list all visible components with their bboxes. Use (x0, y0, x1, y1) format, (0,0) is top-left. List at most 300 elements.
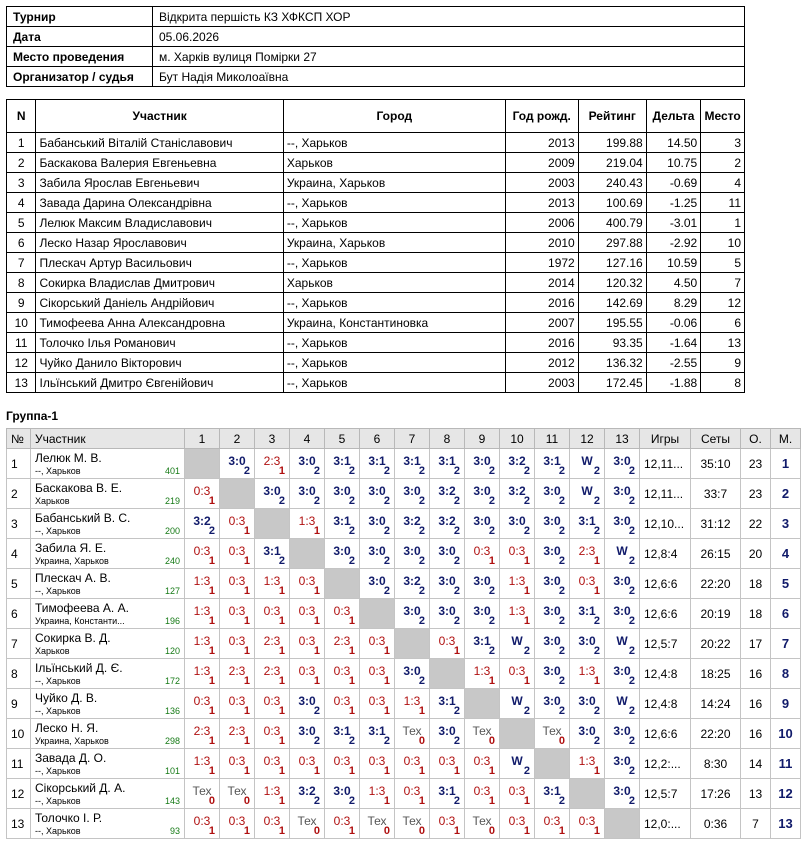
match-points: 2 (313, 795, 320, 807)
match-result-cell (500, 569, 535, 599)
match-points: 1 (208, 825, 215, 837)
match-result (220, 539, 254, 568)
player-place: 11 (701, 193, 745, 213)
match-score: 1:3 (263, 574, 281, 588)
match-score: 3:1 (438, 694, 456, 708)
match-score: 3:0 (613, 784, 631, 798)
info-row (7, 27, 745, 47)
match-result (535, 539, 569, 568)
player-place: 4 (701, 173, 745, 193)
player-birth-year: 2003 (505, 373, 578, 393)
match-result-cell (395, 659, 430, 689)
cross-player-rating: 101 (164, 766, 180, 776)
match-points: 1 (278, 615, 285, 627)
match-result (360, 539, 394, 568)
group-place: 5 (771, 569, 801, 599)
match-result (570, 719, 604, 748)
games-summary: 12,8:4 (640, 539, 691, 569)
match-points: 1 (243, 675, 250, 687)
match-score: Тех (472, 814, 492, 828)
cross-row (7, 539, 801, 569)
match-score: 3:1 (543, 454, 561, 468)
match-score: 2:3 (263, 634, 281, 648)
cross-row (7, 569, 801, 599)
match-result (570, 569, 604, 598)
player-place: 5 (701, 253, 745, 273)
match-points: 1 (348, 615, 355, 627)
match-result-cell (430, 809, 465, 839)
match-points: 1 (278, 585, 285, 597)
match-score: 3:0 (613, 484, 631, 498)
match-result-cell (360, 569, 395, 599)
match-score: 0:3 (368, 634, 386, 648)
match-points: 1 (278, 675, 285, 687)
cross-header-opponent: 10 (500, 429, 535, 449)
match-points: 2 (348, 735, 355, 747)
match-result (535, 809, 569, 838)
player-number: 11 (7, 333, 36, 353)
cross-header-opponent: 6 (360, 429, 395, 449)
match-score: 3:0 (578, 634, 596, 648)
match-result (500, 509, 534, 538)
match-score: 3:0 (368, 574, 386, 588)
points-total: 16 (741, 719, 771, 749)
match-score: 3:0 (613, 754, 631, 768)
player-city: --, Харьков (283, 353, 505, 373)
match-result-cell (535, 479, 570, 509)
player-number: 9 (7, 293, 36, 313)
match-result (465, 659, 499, 688)
match-score: 0:3 (333, 604, 351, 618)
self-match-cell (185, 449, 220, 479)
participant-row (7, 173, 745, 193)
match-result-cell (570, 749, 605, 779)
match-points: 2 (523, 495, 530, 507)
match-result-cell (535, 719, 570, 749)
match-result (535, 659, 569, 688)
self-match-cell (255, 509, 290, 539)
match-result (395, 719, 429, 748)
match-result (535, 509, 569, 538)
match-score: 0:3 (368, 694, 386, 708)
cross-row-number: 3 (7, 509, 31, 539)
match-result-cell (290, 449, 325, 479)
match-result (255, 599, 289, 628)
cross-player-city: Украина, Харьков (35, 555, 109, 566)
match-points: 2 (488, 585, 495, 597)
sets-summary: 8:30 (691, 749, 741, 779)
cross-row (7, 809, 801, 839)
player-place: 7 (701, 273, 745, 293)
match-points: 1 (488, 555, 495, 567)
match-points: 1 (348, 645, 355, 657)
player-birth-year: 2013 (505, 193, 578, 213)
match-result-cell (220, 659, 255, 689)
match-points: 1 (348, 705, 355, 717)
match-result (185, 479, 219, 508)
match-points: 1 (278, 795, 285, 807)
cross-row-number: 11 (7, 749, 31, 779)
match-score: 3:1 (333, 454, 351, 468)
player-birth-year: 2016 (505, 293, 578, 313)
match-result-cell (535, 689, 570, 719)
match-points: 2 (593, 735, 600, 747)
group-place: 11 (771, 749, 801, 779)
match-score: 3:0 (473, 604, 491, 618)
match-points: 1 (208, 675, 215, 687)
cross-row-number: 1 (7, 449, 31, 479)
match-score: 3:1 (543, 784, 561, 798)
participant-row (7, 213, 745, 233)
match-result (185, 689, 219, 718)
match-result (360, 779, 394, 808)
cross-header-opponent: 1 (185, 429, 220, 449)
cross-player-cell (31, 569, 185, 599)
match-score: 3:0 (543, 484, 561, 498)
player-birth-year: 2013 (505, 133, 578, 153)
match-score: Тех (297, 814, 317, 828)
cross-row-number: 13 (7, 809, 31, 839)
match-points: 2 (558, 465, 565, 477)
match-score: 3:0 (613, 454, 631, 468)
player-rating: 195.55 (578, 313, 646, 333)
match-result (465, 629, 499, 658)
match-score: W (511, 694, 523, 708)
match-result-cell (430, 569, 465, 599)
match-points: 2 (383, 495, 390, 507)
participant-row (7, 273, 745, 293)
match-result (395, 809, 429, 838)
player-number: 6 (7, 233, 36, 253)
match-result (430, 749, 464, 778)
points-total: 23 (741, 479, 771, 509)
match-score: 3:0 (403, 544, 421, 558)
group-place: 1 (771, 449, 801, 479)
match-score: 3:2 (438, 514, 456, 528)
player-delta: -0.06 (646, 313, 700, 333)
match-result-cell (465, 599, 500, 629)
match-score: 3:0 (403, 664, 421, 678)
match-score: 0:3 (578, 814, 596, 828)
group-place: 7 (771, 629, 801, 659)
match-result (395, 779, 429, 808)
info-label: Организатор / судья (7, 67, 153, 87)
games-summary: 12,4:8 (640, 659, 691, 689)
match-result-cell (570, 509, 605, 539)
match-points: 2 (558, 525, 565, 537)
self-match-cell (325, 569, 360, 599)
cross-row (7, 509, 801, 539)
match-result-cell (220, 629, 255, 659)
match-result (535, 479, 569, 508)
games-summary: 12,0:... (640, 809, 691, 839)
match-score: W (511, 754, 523, 768)
match-score: Тех (542, 724, 562, 738)
match-result-cell (535, 659, 570, 689)
match-result (360, 809, 394, 838)
match-result (430, 719, 464, 748)
match-score: 0:3 (473, 544, 491, 558)
player-birth-year: 2009 (505, 153, 578, 173)
match-score: 3:2 (193, 514, 211, 528)
match-score: 0:3 (193, 694, 211, 708)
match-result (500, 479, 534, 508)
match-result (255, 659, 289, 688)
match-result (535, 779, 569, 808)
sets-summary: 31:12 (691, 509, 741, 539)
match-result-cell (465, 569, 500, 599)
player-delta: 8.29 (646, 293, 700, 313)
match-score: 3:0 (438, 724, 456, 738)
match-result-cell (570, 599, 605, 629)
cross-player-rating: 200 (164, 526, 180, 536)
match-points: 1 (453, 825, 460, 837)
match-points: 1 (243, 615, 250, 627)
match-result (290, 479, 324, 508)
match-result (605, 749, 639, 778)
player-rating: 142.69 (578, 293, 646, 313)
player-city: --, Харьков (283, 373, 505, 393)
match-result (465, 449, 499, 478)
match-result-cell (290, 719, 325, 749)
player-birth-year: 1972 (505, 253, 578, 273)
match-result (185, 719, 219, 748)
match-result (605, 719, 639, 748)
match-result-cell (535, 629, 570, 659)
col-header-participant: Участник (36, 100, 283, 133)
cross-player-rating: 240 (164, 556, 180, 566)
match-points: 2 (488, 495, 495, 507)
player-rating: 400.79 (578, 213, 646, 233)
match-points: 1 (453, 645, 460, 657)
match-score: 3:0 (543, 634, 561, 648)
cross-player-city: Харьков (35, 645, 70, 656)
match-result (570, 749, 604, 778)
player-birth-year: 2012 (505, 353, 578, 373)
match-points: 2 (313, 735, 320, 747)
match-score: 0:3 (298, 604, 316, 618)
points-total: 20 (741, 539, 771, 569)
match-score: Тех (402, 814, 422, 828)
match-score: 0:3 (228, 814, 246, 828)
match-score: 3:0 (508, 514, 526, 528)
match-points: 1 (208, 555, 215, 567)
match-result (185, 509, 219, 538)
player-number: 13 (7, 373, 36, 393)
cross-player-city: --, Харьков (35, 465, 81, 476)
match-score: 0:3 (298, 634, 316, 648)
match-score: 0:3 (508, 814, 526, 828)
match-result-cell (290, 509, 325, 539)
games-summary: 12,6:6 (640, 569, 691, 599)
match-points: 1 (523, 795, 530, 807)
match-result-cell (395, 539, 430, 569)
match-points: 2 (593, 615, 600, 627)
match-points: 2 (523, 525, 530, 537)
match-points: 1 (313, 765, 320, 777)
match-result-cell (360, 779, 395, 809)
match-score: 2:3 (263, 664, 281, 678)
match-result (395, 449, 429, 478)
col-header-delta: Дельта (646, 100, 700, 133)
match-result-cell (535, 509, 570, 539)
cross-player-rating: 136 (164, 706, 180, 716)
match-result-cell (290, 779, 325, 809)
match-score: 0:3 (438, 754, 456, 768)
match-points: 2 (628, 495, 635, 507)
match-score: 3:0 (403, 604, 421, 618)
player-place: 1 (701, 213, 745, 233)
match-score: 3:0 (333, 484, 351, 498)
player-delta: -2.92 (646, 233, 700, 253)
cross-header-sets: Сеты (691, 429, 741, 449)
match-result (360, 569, 394, 598)
match-result-cell (430, 479, 465, 509)
match-score: 0:3 (228, 544, 246, 558)
cross-player-cell (31, 779, 185, 809)
match-points: 1 (208, 615, 215, 627)
group-place: 4 (771, 539, 801, 569)
games-summary: 12,5:7 (640, 779, 691, 809)
match-result (605, 599, 639, 628)
match-points: 2 (523, 645, 530, 657)
match-result (220, 659, 254, 688)
match-result-cell (465, 749, 500, 779)
sets-summary: 20:19 (691, 599, 741, 629)
match-points: 1 (383, 675, 390, 687)
match-score: W (616, 634, 628, 648)
match-result (395, 749, 429, 778)
player-delta: -1.25 (646, 193, 700, 213)
player-birth-year: 2010 (505, 233, 578, 253)
cross-row-number: 9 (7, 689, 31, 719)
match-result (605, 779, 639, 808)
match-result (395, 479, 429, 508)
self-match-cell (500, 719, 535, 749)
match-result-cell (185, 749, 220, 779)
match-points: 0 (418, 825, 425, 837)
match-points: 2 (383, 465, 390, 477)
match-result-cell (605, 479, 640, 509)
match-result-cell (360, 539, 395, 569)
match-result-cell (255, 779, 290, 809)
match-score: 3:0 (403, 484, 421, 498)
col-header-birth-year: Год рожд. (505, 100, 578, 133)
match-score: Тех (367, 814, 387, 828)
match-score: 1:3 (508, 604, 526, 618)
player-place: 8 (701, 373, 745, 393)
match-score: 0:3 (298, 754, 316, 768)
match-points: 2 (313, 705, 320, 717)
match-result-cell (185, 599, 220, 629)
match-points: 1 (558, 825, 565, 837)
match-result-cell (465, 719, 500, 749)
match-result-cell (185, 479, 220, 509)
match-points: 1 (593, 825, 600, 837)
match-score: 2:3 (228, 664, 246, 678)
match-result-cell (185, 689, 220, 719)
player-name: Толочко Ілья Романович (36, 333, 283, 353)
player-rating: 127.16 (578, 253, 646, 273)
match-score: 0:3 (543, 814, 561, 828)
match-points: 1 (243, 825, 250, 837)
match-result-cell (255, 539, 290, 569)
match-points: 1 (243, 735, 250, 747)
info-label: Турнир (7, 7, 153, 27)
match-result (325, 689, 359, 718)
player-number: 2 (7, 153, 36, 173)
match-points: 1 (523, 825, 530, 837)
match-points: 1 (278, 465, 285, 477)
cross-player-city: Украина, Константи... (35, 615, 125, 626)
games-summary: 12,11... (640, 449, 691, 479)
match-result (360, 689, 394, 718)
match-score: 3:0 (613, 514, 631, 528)
cross-player-rating: 120 (164, 646, 180, 656)
match-points: 2 (628, 735, 635, 747)
player-city: --, Харьков (283, 213, 505, 233)
cross-header-games: Игры (640, 429, 691, 449)
cross-player-cell (31, 749, 185, 779)
match-points: 1 (488, 675, 495, 687)
games-summary: 12,2:... (640, 749, 691, 779)
match-result-cell (290, 659, 325, 689)
match-result-cell (430, 539, 465, 569)
match-score: 1:3 (578, 664, 596, 678)
player-name: Бабанський Віталій Станіславович (36, 133, 283, 153)
cross-row (7, 629, 801, 659)
player-delta: -3.01 (646, 213, 700, 233)
match-result-cell (570, 719, 605, 749)
match-result (500, 599, 534, 628)
cross-row-number: 8 (7, 659, 31, 689)
participant-row (7, 293, 745, 313)
cross-player-cell (31, 719, 185, 749)
group-place: 13 (771, 809, 801, 839)
cross-header-opponent: 7 (395, 429, 430, 449)
match-result (395, 599, 429, 628)
match-score: 0:3 (193, 814, 211, 828)
match-points: 2 (383, 525, 390, 537)
player-city: --, Харьков (283, 193, 505, 213)
player-rating: 297.88 (578, 233, 646, 253)
group-place: 3 (771, 509, 801, 539)
match-result-cell (185, 629, 220, 659)
match-result-cell (255, 449, 290, 479)
player-rating: 199.88 (578, 133, 646, 153)
sets-summary: 22:20 (691, 719, 741, 749)
match-score: 3:0 (333, 784, 351, 798)
match-points: 2 (278, 495, 285, 507)
match-result (325, 659, 359, 688)
sets-summary: 26:15 (691, 539, 741, 569)
match-result-cell (290, 479, 325, 509)
col-header-rating: Рейтинг (578, 100, 646, 133)
match-result (290, 689, 324, 718)
match-result-cell (290, 629, 325, 659)
match-score: 3:0 (543, 694, 561, 708)
match-result (465, 479, 499, 508)
match-result-cell (465, 509, 500, 539)
match-points: 1 (243, 525, 250, 537)
match-score: 0:3 (333, 664, 351, 678)
col-header-n: N (7, 100, 36, 133)
cross-player-cell (31, 689, 185, 719)
match-score: 3:1 (403, 454, 421, 468)
match-result (255, 539, 289, 568)
match-result-cell (220, 809, 255, 839)
match-points: 2 (348, 465, 355, 477)
